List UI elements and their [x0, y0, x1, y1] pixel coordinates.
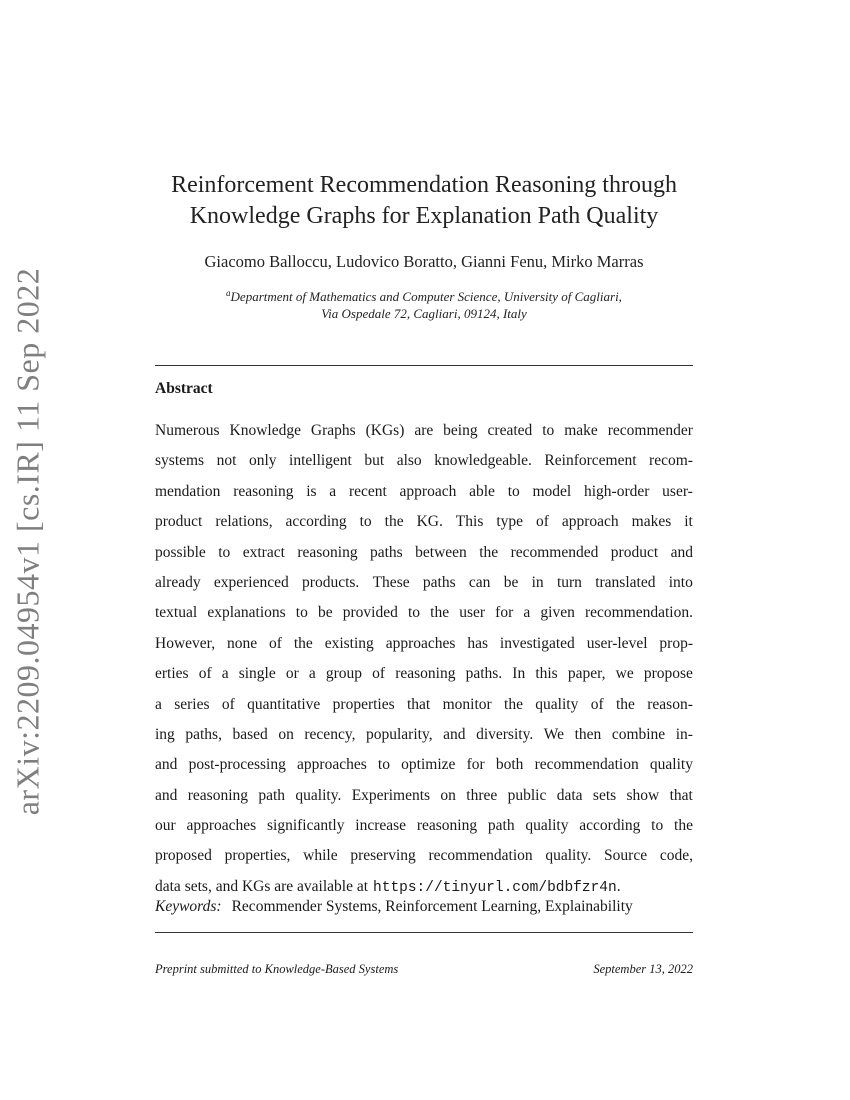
abstract-word: on [440, 786, 456, 804]
abstract-line [155, 477, 693, 507]
abstract-line [155, 416, 693, 446]
abstract-word: this [535, 665, 558, 683]
abstract-word: of [221, 695, 235, 713]
abstract-word: recency, [304, 725, 356, 743]
abstract-word: textual [155, 604, 198, 622]
abstract-word: turn [556, 573, 582, 591]
abstract-word: mendation [155, 482, 221, 500]
abstract-word: Reinforcement [544, 452, 637, 470]
abstract-word: quality. [295, 786, 342, 804]
paper-title-line-1: Reinforcement Recommendation Reasoning through [171, 172, 677, 198]
abstract-word: approaches [186, 817, 257, 835]
abstract-last-line-text: data sets, and KGs are available at [155, 877, 369, 895]
abstract-line [155, 598, 693, 628]
abstract-word: provided [342, 604, 398, 622]
footer-submission-note: Preprint submitted to Knowledge-Based Systems [155, 962, 399, 976]
abstract-word: series [174, 695, 210, 713]
abstract-heading: Abstract [155, 380, 213, 397]
abstract-word: the [674, 817, 693, 835]
abstract-word: KG. [416, 513, 443, 531]
abstract-word: reasoning [416, 817, 478, 835]
paper-title-line-2: Knowledge Graphs for Explanation Path Quality [189, 203, 659, 229]
abstract-word: recommendation [534, 756, 639, 774]
abstract-word: the [479, 543, 499, 561]
abstract-word: Experiments [351, 786, 431, 804]
abstract-word: that [669, 786, 693, 804]
abstract-word: it [684, 513, 693, 531]
abstract-line [155, 507, 693, 537]
abstract-line [155, 811, 693, 841]
abstract-word: to [507, 482, 520, 500]
abstract-word: product [155, 513, 203, 531]
abstract-word: be [503, 573, 519, 591]
abstract-word: paths. [465, 665, 503, 683]
abstract-word: a [155, 695, 162, 713]
abstract-word: post-processing [188, 756, 286, 774]
abstract-word: none [226, 634, 258, 652]
abstract-word: can [468, 573, 491, 591]
abstract-word: optimize [401, 756, 456, 774]
abstract-word: reason- [647, 695, 693, 713]
abstract-word: to [218, 543, 231, 561]
abstract-word: user [459, 604, 486, 622]
abstract-word: for [495, 604, 514, 622]
abstract-word: to [651, 817, 664, 835]
abstract-word: the [430, 604, 450, 622]
abstract-line [155, 841, 693, 871]
abstract-line [155, 720, 693, 750]
abstract-word: recommendation [428, 847, 533, 865]
abstract-word: significantly [266, 817, 345, 835]
abstract-word: already [155, 573, 201, 591]
abstract-word: paper, [567, 665, 606, 683]
abstract-word: approach [399, 482, 457, 500]
abstract-word: experienced [213, 573, 289, 591]
abstract-word: paths, [185, 725, 222, 743]
abstract-word: propose [643, 665, 693, 683]
abstract-top-rule [155, 365, 693, 366]
abstract-word: three [466, 786, 498, 804]
abstract-word: Numerous [155, 422, 220, 439]
abstract-word: Knowledge [229, 422, 301, 439]
abstract-word: quality. [545, 847, 592, 865]
abstract-word: existing [324, 634, 374, 652]
abstract-word: systems [155, 452, 205, 470]
abstract-word: reasoning [297, 543, 358, 561]
abstract-word: approach [561, 513, 619, 531]
abstract-word: quality [525, 817, 569, 835]
abstract-word: ing [155, 725, 175, 743]
abstract-word: a [308, 665, 316, 683]
abstract-line [155, 781, 693, 811]
link-period: . [616, 877, 621, 895]
abstract-word: in [531, 573, 544, 591]
abstract-word: created [487, 422, 533, 439]
abstract-word: of [590, 695, 604, 713]
abstract-word: These [372, 573, 410, 591]
abstract-word: between [415, 543, 467, 561]
abstract-word: knowledgeable. [434, 452, 532, 470]
abstract-word: user- [662, 482, 693, 500]
affiliation-marker: a [226, 288, 231, 298]
abstract-word: We [543, 725, 565, 743]
abstract-word: has [467, 634, 488, 652]
abstract-line [155, 568, 693, 598]
abstract-line [155, 538, 693, 568]
keywords [155, 898, 693, 916]
abstract-word: properties [332, 695, 395, 713]
keywords-text: Recommender Systems, Reinforcement Learning, Explainability [231, 898, 633, 915]
abstract-word: sets [592, 786, 617, 804]
abstract-body [155, 416, 693, 902]
abstract-word: being [443, 422, 478, 439]
arxiv-identifier-stamp [6, 267, 50, 815]
abstract-line [155, 629, 693, 659]
abstract-word: paths [422, 573, 456, 591]
abstract-word: to [295, 604, 308, 622]
abstract-line [155, 659, 693, 689]
abstract-word: preserving [350, 847, 416, 865]
abstract-line [155, 446, 693, 476]
abstract-line [155, 750, 693, 780]
affiliation-line-1 [155, 285, 693, 305]
abstract-word: also [396, 452, 422, 470]
abstract-word: while [303, 847, 338, 865]
abstract-word: the [293, 634, 313, 652]
abstract-word: erties [155, 665, 189, 683]
abstract-word: proposed [155, 847, 212, 865]
abstract-word: group [325, 665, 363, 683]
abstract-word: approaches [385, 634, 456, 652]
abstract-word: approaches [297, 756, 367, 774]
abstract-word: recom- [649, 452, 693, 470]
abstract-word: makes [631, 513, 672, 531]
abstract-word: into [668, 573, 693, 591]
abstract-word: given [540, 604, 575, 622]
page-footer [155, 962, 693, 977]
abstract-word: diversity. [476, 725, 534, 743]
abstract-line [155, 690, 693, 720]
abstract-word: then [574, 725, 602, 743]
abstract-word: In [512, 665, 526, 683]
affiliation-line-2: Via Ospedale 72, Cagliari, 09124, Italy [321, 306, 527, 321]
abstract-word: reasoning [395, 665, 456, 683]
abstract-word: possible [155, 543, 206, 561]
abstract-word: products. [302, 573, 360, 591]
abstract-word: a [523, 604, 531, 622]
abstract-word: on [278, 725, 294, 743]
abstract-word: of [535, 513, 549, 531]
abstract-word: monitor [442, 695, 492, 713]
abstract-word: data [556, 786, 583, 804]
abstract-word: single [238, 665, 276, 683]
source-code-link[interactable]: https://tinyurl.com/bdbfzr4n [373, 879, 617, 896]
abstract-word: able [469, 482, 495, 500]
abstract-word: of [269, 634, 282, 652]
abstract-word: a [221, 665, 229, 683]
abstract-word: the [615, 695, 635, 713]
abstract-word: properties, [224, 847, 291, 865]
abstract-word: reasoning [233, 482, 294, 500]
abstract-word: be [317, 604, 333, 622]
abstract-word: type [496, 513, 524, 531]
abstract-word: for [466, 756, 485, 774]
abstract-bottom-rule [155, 932, 693, 933]
abstract-word: extract [242, 543, 285, 561]
abstract-word: the [384, 513, 404, 531]
abstract-word: path [258, 786, 286, 804]
abstract-word: according [579, 817, 641, 835]
abstract-word: user-level [586, 634, 648, 652]
abstract-word: quantitative [247, 695, 321, 713]
abstract-word: recommender [607, 422, 693, 439]
abstract-word: popularity, [366, 725, 433, 743]
abstract-word: of [198, 665, 212, 683]
keywords-label: Keywords: [155, 898, 222, 915]
abstract-word: public [507, 786, 547, 804]
abstract-word: relations, [215, 513, 273, 531]
abstract-word: investigated [499, 634, 575, 652]
abstract-word: to [359, 513, 372, 531]
abstract-word: and [155, 756, 178, 774]
abstract-word: intelligent [289, 452, 352, 470]
abstract-word: make [564, 422, 598, 439]
abstract-word: based [232, 725, 268, 743]
abstract-word: to [407, 604, 421, 622]
abstract-word: are [414, 422, 434, 439]
abstract-word: according [285, 513, 347, 531]
abstract-word: and [155, 786, 178, 804]
abstract-word: Source [604, 847, 648, 865]
abstract-word: or [285, 665, 299, 683]
abstract-word: and [443, 725, 466, 743]
abstract-word: path [487, 817, 515, 835]
abstract-word: high-order [584, 482, 650, 500]
abstract-word: However, [155, 634, 216, 652]
abstract-word: not [216, 452, 237, 470]
abstract-word: increase [355, 817, 407, 835]
abstract-word: our [155, 817, 176, 835]
author-list: Giacomo Balloccu, Ludovico Boratto, Gianni Fenu, Mirko Marras [204, 252, 644, 271]
abstract-word: we [615, 665, 634, 683]
abstract-word: show [626, 786, 660, 804]
abstract-word: but [364, 452, 385, 470]
abstract-word: quality [649, 756, 693, 774]
abstract-word: of [372, 665, 386, 683]
affiliation [155, 285, 693, 322]
abstract-word: product [610, 543, 659, 561]
abstract-word: recent [348, 482, 387, 500]
abstract-word: code, [659, 847, 693, 865]
abstract-word: (KGs) [365, 422, 405, 439]
abstract-word: the [504, 695, 523, 713]
abstract-word: recommended [510, 543, 599, 561]
abstract-word: prop- [659, 634, 693, 652]
abstract-word: combine [611, 725, 666, 743]
abstract-word: that [406, 695, 431, 713]
abstract-word: is [306, 482, 317, 500]
abstract-word: both [495, 756, 524, 774]
abstract-word: explanations [207, 604, 286, 622]
abstract-word: reasoning [187, 786, 249, 804]
abstract-word: recommendation. [584, 604, 693, 622]
abstract-word: paths [370, 543, 403, 561]
abstract-word: to [377, 756, 390, 774]
paper-title [155, 170, 693, 232]
abstract-word: quality [535, 695, 579, 713]
abstract-word: and [670, 543, 693, 561]
abstract-word: in- [675, 725, 693, 743]
abstract-word: Graphs [310, 422, 356, 439]
abstract-word: only [248, 452, 277, 470]
abstract-word: This [455, 513, 484, 531]
arxiv-identifier-text: arXiv:2209.04954v1 [cs.IR] 11 Sep 2022 [9, 267, 46, 815]
abstract-word: model [532, 482, 572, 500]
affiliation-line-1-text: Department of Mathematics and Computer Science, University of Cagliari, [230, 289, 622, 304]
abstract-word: to [542, 422, 555, 439]
footer-date: September 13, 2022 [593, 962, 693, 976]
abstract-word: translated [595, 573, 656, 591]
abstract-word: a [329, 482, 337, 500]
